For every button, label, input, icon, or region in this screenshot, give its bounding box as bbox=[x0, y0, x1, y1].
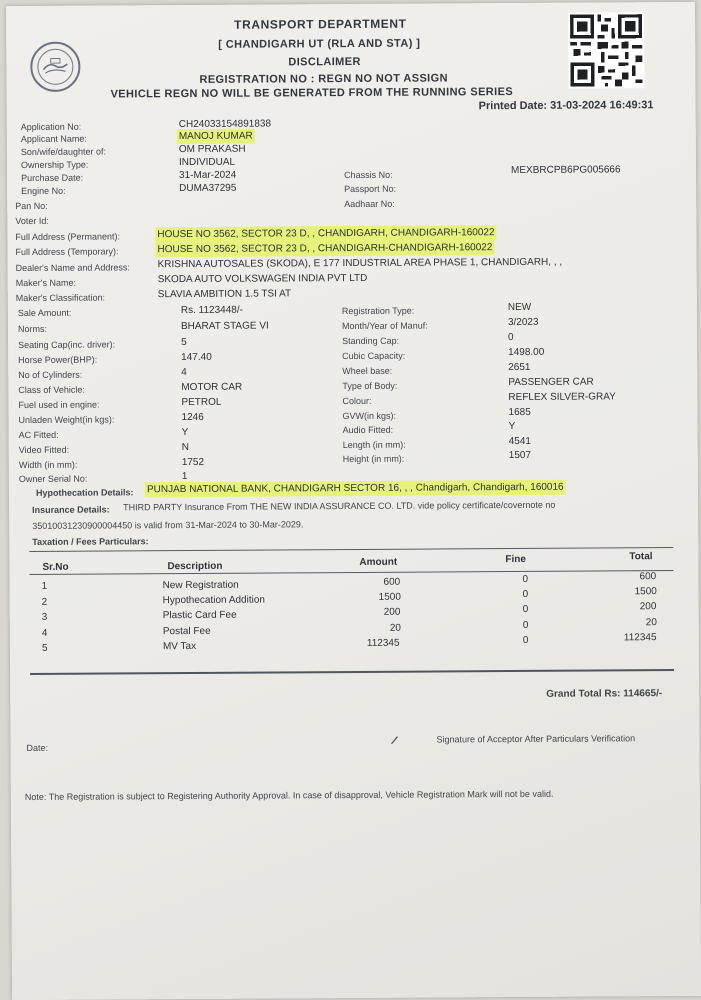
disclaimer-heading: DISCLAIMER bbox=[288, 55, 361, 69]
spec-value: REFLEX SILVER-GRAY bbox=[508, 391, 616, 404]
spec-label: Fuel used in engine: bbox=[18, 399, 100, 411]
fees-cell: 4 bbox=[41, 627, 48, 639]
fees-cell: 0 bbox=[522, 603, 529, 615]
spec-label: Width (in mm): bbox=[18, 459, 78, 471]
signature-caption: Signature of Acceptor After Particulars Verification bbox=[436, 733, 636, 745]
spec-value: 4541 bbox=[508, 435, 531, 448]
department-title: TRANSPORT DEPARTMENT bbox=[234, 16, 407, 32]
spec-label: Seating Cap(inc. driver): bbox=[18, 339, 116, 351]
fees-cell: 200 bbox=[639, 601, 657, 613]
spec-value: 1752 bbox=[181, 456, 205, 469]
relation-label: Son/wife/daughter of: bbox=[20, 146, 106, 158]
spec-label: Type of Body: bbox=[342, 380, 398, 392]
spec-value: 1507 bbox=[508, 449, 532, 462]
fees-cell: Postal Fee bbox=[162, 625, 211, 638]
fees-header-fine: Fine bbox=[505, 553, 526, 566]
fees-cell: 1 bbox=[41, 580, 48, 592]
spec-value: MOTOR CAR bbox=[181, 381, 243, 394]
spec-value: 2651 bbox=[508, 361, 531, 374]
spec-label: Sale Amount: bbox=[17, 307, 72, 319]
engine-no-label: Engine No: bbox=[21, 185, 66, 197]
spec-label: Wheel base: bbox=[342, 365, 393, 377]
spec-label: Month/Year of Manuf: bbox=[341, 320, 428, 332]
spec-label: No of Cylinders: bbox=[18, 369, 83, 381]
fees-header-srno: Sr.No bbox=[42, 561, 69, 573]
fees-cell: 0 bbox=[522, 588, 529, 600]
temporary-address-label: Full Address (Temporary): bbox=[15, 246, 119, 258]
pen-mark-icon bbox=[390, 736, 398, 745]
fees-cell: 600 bbox=[383, 576, 401, 588]
fees-cell: 5 bbox=[41, 642, 48, 654]
fees-cell: 112345 bbox=[366, 637, 400, 649]
spec-label: Length (in mm): bbox=[342, 439, 406, 451]
spec-value: 1 bbox=[181, 471, 188, 483]
insurance-label: Insurance Details: bbox=[32, 504, 110, 515]
spec-label: Audio Fitted: bbox=[342, 424, 394, 436]
fees-cell: 3 bbox=[41, 611, 48, 623]
fees-cell: New Registration bbox=[162, 579, 239, 592]
fees-cell: Hypothecation Addition bbox=[162, 594, 265, 607]
applicant-name-label: Applicant Name: bbox=[20, 133, 87, 145]
ownership-type-value: INDIVIDUAL bbox=[178, 156, 236, 169]
aadhaar-no-label: Aadhaar No: bbox=[344, 198, 395, 210]
fees-cell: 1500 bbox=[378, 591, 401, 603]
fees-cell: 200 bbox=[383, 606, 401, 618]
engine-no-value: DUMA37295 bbox=[179, 182, 237, 195]
fees-cell: 20 bbox=[645, 617, 657, 629]
temporary-address-value: HOUSE NO 3562, SECTOR 23 D, , CHANDIGARH-CHANDIGARH-160022 bbox=[157, 242, 493, 256]
spec-value: N bbox=[181, 441, 189, 454]
spec-value: 147.40 bbox=[181, 351, 212, 364]
purchase-date-value: 31-Mar-2024 bbox=[179, 169, 237, 182]
pan-no-label: Pan No: bbox=[15, 200, 48, 212]
fees-cell: 20 bbox=[389, 622, 401, 634]
fees-cell: 0 bbox=[522, 634, 529, 646]
fees-cell: 1500 bbox=[634, 586, 657, 598]
fees-cell: 112345 bbox=[623, 632, 657, 644]
spec-value: PASSENGER CAR bbox=[508, 376, 594, 389]
permanent-address-label: Full Address (Permanent): bbox=[15, 231, 120, 243]
spec-value: Y bbox=[508, 421, 516, 433]
fees-section-title: Taxation / Fees Particulars: bbox=[32, 536, 149, 547]
spec-label: Unladen Weight(in kgs): bbox=[18, 414, 115, 426]
fees-header-rule bbox=[29, 570, 673, 575]
spec-value: Rs. 1123448/- bbox=[180, 304, 243, 317]
fees-cell: 0 bbox=[522, 619, 529, 631]
dealer-value: KRISHNA AUTOSALES (SKODA), E 177 INDUSTRIAL AREA PHASE 1, CHANDIGARH, , , bbox=[157, 256, 563, 271]
qr-code bbox=[568, 12, 644, 88]
chassis-no-value: MEXBRCPB6PG005666 bbox=[510, 164, 621, 177]
spec-label: Colour: bbox=[342, 395, 372, 407]
spec-value: 4 bbox=[181, 367, 187, 379]
maker-name-value: SKODA AUTO VOLKSWAGEN INDIA PVT LTD bbox=[157, 272, 368, 286]
fees-header-total: Total bbox=[629, 551, 653, 563]
department-subtitle: [ CHANDIGARH UT (RLA AND STA) ] bbox=[218, 37, 421, 51]
spec-label: Standing Cap: bbox=[342, 335, 400, 347]
fees-cell: 2 bbox=[41, 596, 48, 608]
spec-value: NEW bbox=[507, 301, 532, 314]
spec-value: 1246 bbox=[181, 411, 204, 424]
fees-header-description: Description bbox=[167, 560, 223, 573]
fees-top-rule bbox=[29, 547, 673, 552]
spec-label: Cubic Capacity: bbox=[342, 350, 406, 362]
vehicle-regn-notice: VEHICLE REGN NO WILL BE GENERATED FROM THE RUNNING SERIES bbox=[110, 86, 514, 101]
fees-cell: Plastic Card Fee bbox=[162, 609, 237, 622]
relation-value: OM PRAKASH bbox=[178, 143, 246, 156]
hypothecation-label: Hypothecation Details: bbox=[35, 487, 134, 498]
spec-value: BHARAT STAGE VI bbox=[180, 320, 269, 333]
spec-value: 1685 bbox=[508, 406, 531, 419]
passport-no-label: Passport No: bbox=[344, 183, 397, 195]
maker-classification-label: Maker's Classification: bbox=[15, 292, 106, 304]
spec-label: Class of Vehicle: bbox=[18, 384, 85, 396]
fees-header-amount: Amount bbox=[359, 556, 398, 568]
spec-label: Horse Power(BHP): bbox=[18, 354, 98, 366]
spec-label: AC Fitted: bbox=[18, 429, 59, 441]
registration-number-line: REGISTRATION NO : REGN NO NOT ASSIGN bbox=[199, 72, 448, 86]
applicant-name-value: MANOJ KUMAR bbox=[178, 130, 253, 143]
spec-label: Owner Serial No: bbox=[18, 473, 88, 485]
chassis-no-label: Chassis No: bbox=[344, 169, 393, 181]
department-emblem-icon bbox=[30, 42, 80, 92]
spec-label: Video Fitted: bbox=[18, 444, 70, 456]
spec-label: Norms: bbox=[17, 323, 48, 335]
date-label: Date: bbox=[26, 742, 49, 753]
purchase-date-label: Purchase Date: bbox=[21, 172, 84, 184]
maker-classification-value: SLAVIA AMBITION 1.5 TSI AT bbox=[157, 288, 292, 301]
application-no-label: Application No: bbox=[20, 121, 82, 133]
application-no-value: CH24033154891838 bbox=[178, 118, 272, 131]
spec-value: Y bbox=[181, 426, 189, 439]
voter-id-label: Voter Id: bbox=[15, 215, 49, 227]
spec-label: Registration Type: bbox=[341, 305, 415, 317]
fees-cell: 0 bbox=[522, 573, 529, 585]
maker-name-label: Maker's Name: bbox=[15, 277, 76, 289]
hypothecation-value: PUNJAB NATIONAL BANK, CHANDIGARH SECTOR 16, , , Chandigarh, Chandigarh, 160016 bbox=[146, 481, 564, 496]
ownership-type-label: Ownership Type: bbox=[20, 159, 89, 171]
spec-value: 0 bbox=[508, 332, 514, 344]
insurance-details-line1: THIRD PARTY Insurance From THE NEW INDIA ASSURANCE CO. LTD. vide policy certificate/covernote no bbox=[123, 499, 556, 513]
dealer-label: Dealer's Name and Address: bbox=[15, 262, 130, 274]
spec-value: 1498.00 bbox=[508, 346, 545, 359]
footer-note: Note: The Registration is subject to Registering Authority Approval. In case of disapproval, Vehicle Registration Mark will not be valid. bbox=[24, 788, 554, 803]
fees-bottom-rule bbox=[30, 669, 674, 675]
grand-total: Grand Total Rs: 114665/- bbox=[546, 688, 663, 700]
spec-label: GVW(in kgs): bbox=[342, 410, 397, 422]
fees-cell: MV Tax bbox=[162, 640, 197, 653]
insurance-details-line2: 35010031230900004450 is valid from 31-Mar-2024 to 30-Mar-2029. bbox=[32, 519, 304, 531]
spec-value: 5 bbox=[181, 337, 187, 349]
spec-value: 3/2023 bbox=[507, 316, 539, 329]
spec-value: PETROL bbox=[181, 396, 222, 409]
spec-label: Height (in mm): bbox=[342, 453, 405, 465]
printed-date: Printed Date: 31-03-2024 16:49:31 bbox=[478, 99, 654, 113]
registration-disclaimer-page bbox=[6, 2, 701, 1000]
permanent-address-value: HOUSE NO 3562, SECTOR 23 D, , CHANDIGARH, CHANDIGARH-160022 bbox=[157, 227, 495, 241]
fees-cell: 600 bbox=[639, 571, 657, 583]
